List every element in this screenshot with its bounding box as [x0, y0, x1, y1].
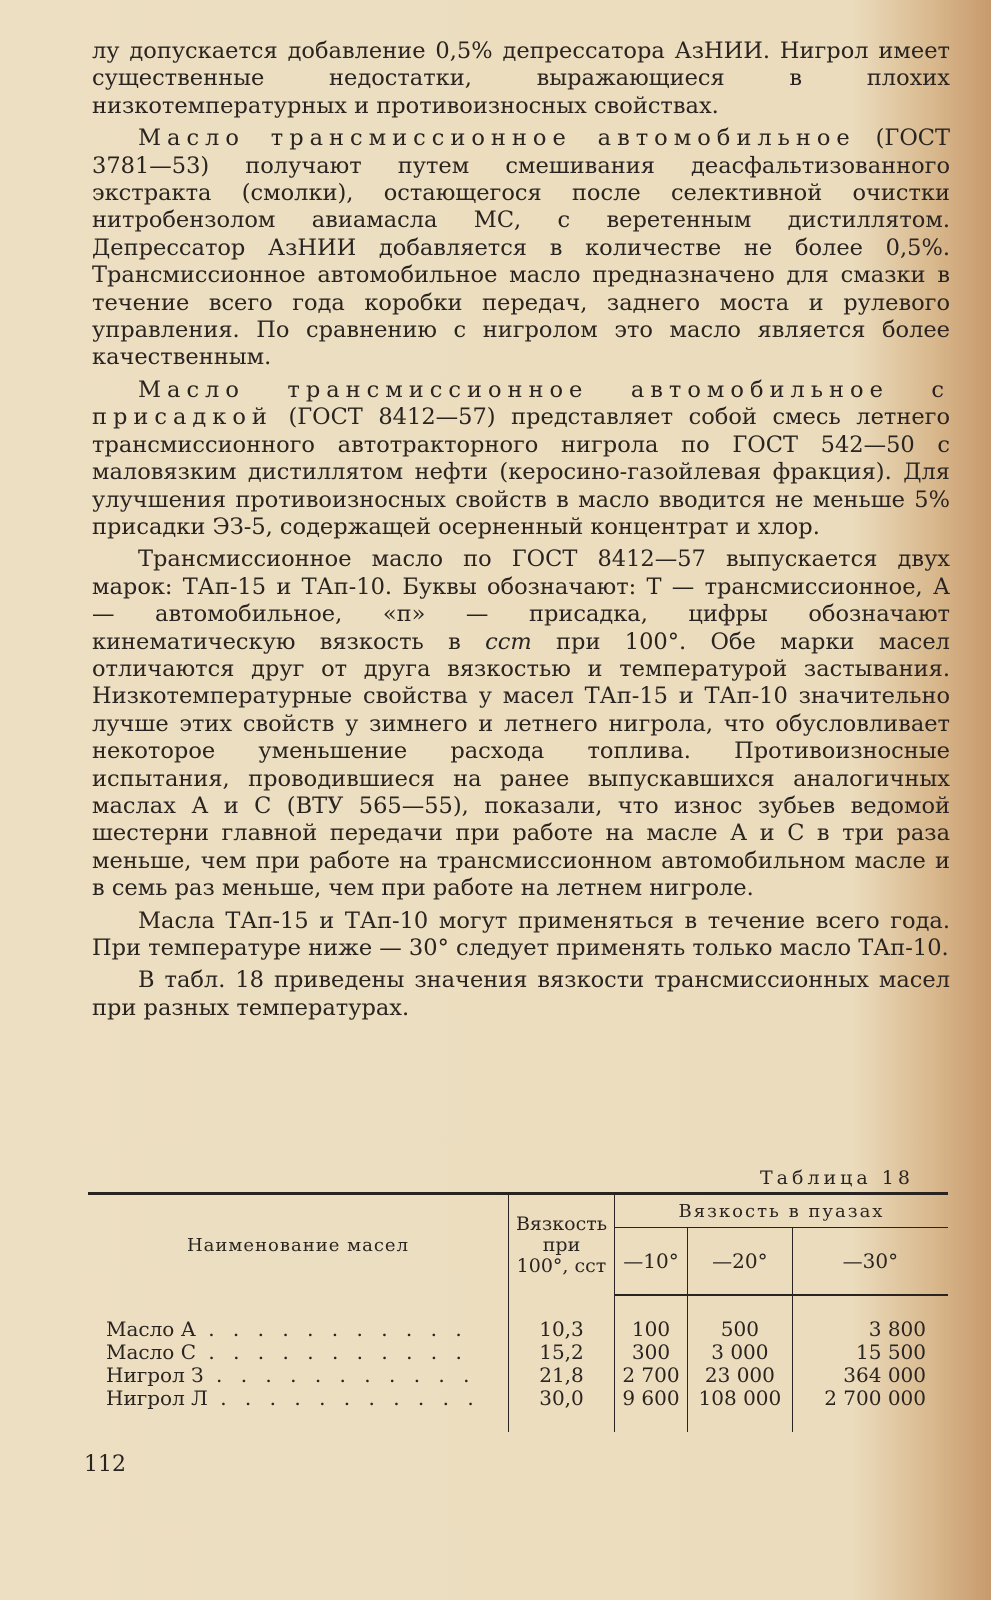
- header-viscosity-line1: Вязкость: [515, 1212, 608, 1235]
- header-viscosity-poise: Вязкость в пуазах: [615, 1194, 949, 1228]
- header-viscosity-100: [509, 1194, 615, 1296]
- paragraph-4: [92, 546, 950, 902]
- row-t20: 3 000: [687, 1341, 792, 1364]
- unit-cst: сст: [485, 628, 532, 655]
- header-temp-minus30: —30°: [792, 1228, 948, 1296]
- row-t10: 300: [615, 1341, 688, 1364]
- header-oil-name: Наименование масел: [88, 1194, 509, 1296]
- table-row: Масло А . . . . . . . . . . . 10,3 100 500 3 800: [88, 1318, 948, 1341]
- table-row: Нигрол З . . . . . . . . . . . 21,8 2 700 23 000 364 000: [88, 1364, 948, 1387]
- row-t30: 15 500: [856, 1340, 926, 1364]
- table-row: Нигрол Л . . . . . . . . . . . 30,0 9 600 108 000 2 700 000: [88, 1387, 948, 1410]
- row-t20: 500: [687, 1318, 792, 1341]
- table-caption: Таблица 18: [760, 1167, 914, 1189]
- row-t10: 2 700: [615, 1364, 688, 1387]
- body-text: [92, 38, 950, 1027]
- header-temp-minus10: —10°: [615, 1228, 688, 1296]
- row-name: Масло С: [106, 1340, 197, 1364]
- row-name: Нигрол З: [106, 1363, 204, 1387]
- row-visc100: 15,2: [509, 1341, 615, 1364]
- paragraph-6: В табл. 18 приведены значения вязкости трансмиссионных масел при разных температурах.: [92, 967, 950, 1021]
- row-visc100: 10,3: [509, 1318, 615, 1341]
- header-viscosity-line3: 100°, сст: [516, 1254, 607, 1277]
- viscosity-table: [88, 1192, 948, 1432]
- row-visc100: 30,0: [509, 1387, 615, 1410]
- paragraph-3: [92, 377, 950, 541]
- row-t30: 3 800: [868, 1317, 926, 1341]
- row-t10: 9 600: [615, 1387, 688, 1410]
- row-t10: 100: [615, 1318, 688, 1341]
- term-oil-auto: Масло трансмиссионное автомобильное: [138, 125, 856, 152]
- paragraph-1: лу допускается добавление 0,5% депрессатора АзНИИ. Нигрол имеет существенные недостатки, выражающиеся в плохих низкотемпературных и противоизносных свойствах.: [92, 38, 950, 119]
- page-number: 112: [84, 1452, 126, 1477]
- paragraph-2-body: (ГОСТ 3781—53) получают путем смешивания деасфальтизованного экстракта (смолки), остающегося после селективной очистки нитробензолом авиамасла МС, с веретенным дистиллятом. Депрессатор АзНИИ добавляется в количестве не более 0,5%. Трансмиссионное автомобильное масло предназначено для смазки в течение всего года коробки передач, заднего моста и рулевого управления. По сравнению с нигролом это масло является более качественным.: [92, 125, 950, 371]
- header-temp-minus20: —20°: [687, 1228, 792, 1296]
- row-t30: 2 700 000: [824, 1386, 926, 1410]
- paragraph-4-part-b: при 100°. Обе марки масел отличаются друг от друга вязкостью и температурой застывания. Низкотемпературные свойства у масел ТАп-15 и ТАп-10 значительно лучше этих свойств у зимнего и летнего нигрола, что обусловливает некоторое уменьшение расхода топлива. Противоизносные испытания, проводившиеся на ранее выпускавшихся аналогичных маслах А и С (ВТУ 565—55), показали, что износ зубьев ведомой шестерни главной передачи при работе на масле А и С в три раза меньше, чем при работе на трансмиссионном автомобильном масле и в семь раз меньше, чем при работе на летнем нигроле.: [92, 628, 950, 902]
- row-t20: 108 000: [687, 1387, 792, 1410]
- paragraph-4-part-a: Трансмиссионное масло по ГОСТ 8412—57 выпускается двух марок: ТАп-15 и ТАп-10. Буквы обозначают: Т — трансмиссионное, А — автомобильное, «п» — присадка, цифры обозначают кинематическую вязкость в: [92, 546, 950, 655]
- row-t20: 23 000: [687, 1364, 792, 1387]
- paragraph-3-body: (ГОСТ 8412—57) представляет собой смесь летнего трансмиссионного автотракторного нигрола по ГОСТ 542—50 с маловязким дистиллятом нефти (керосино-газойлевая фракция). Для улучшения противоизносных свойств в масло вводится не меньше 5% присадки ЭЗ-5, содержащей осерненный концентрат и хлор.: [92, 404, 950, 540]
- row-t30: 364 000: [843, 1363, 926, 1387]
- row-name: Масло А: [106, 1317, 196, 1341]
- term-oil-auto-additive: Масло трансмиссионное автомобильное с присадкой: [92, 376, 950, 431]
- header-viscosity-line2: при: [542, 1233, 581, 1256]
- paragraph-2: [92, 125, 950, 372]
- paragraph-5: Масла ТАп-15 и ТАп-10 могут применяться в течение всего года. При температуре ниже — 30° следует применять только масло ТАп-10.: [92, 907, 950, 961]
- row-visc100: 21,8: [509, 1364, 615, 1387]
- table-row: Масло С . . . . . . . . . . . 15,2 300 3 000 15 500: [88, 1341, 948, 1364]
- row-name: Нигрол Л: [106, 1386, 208, 1410]
